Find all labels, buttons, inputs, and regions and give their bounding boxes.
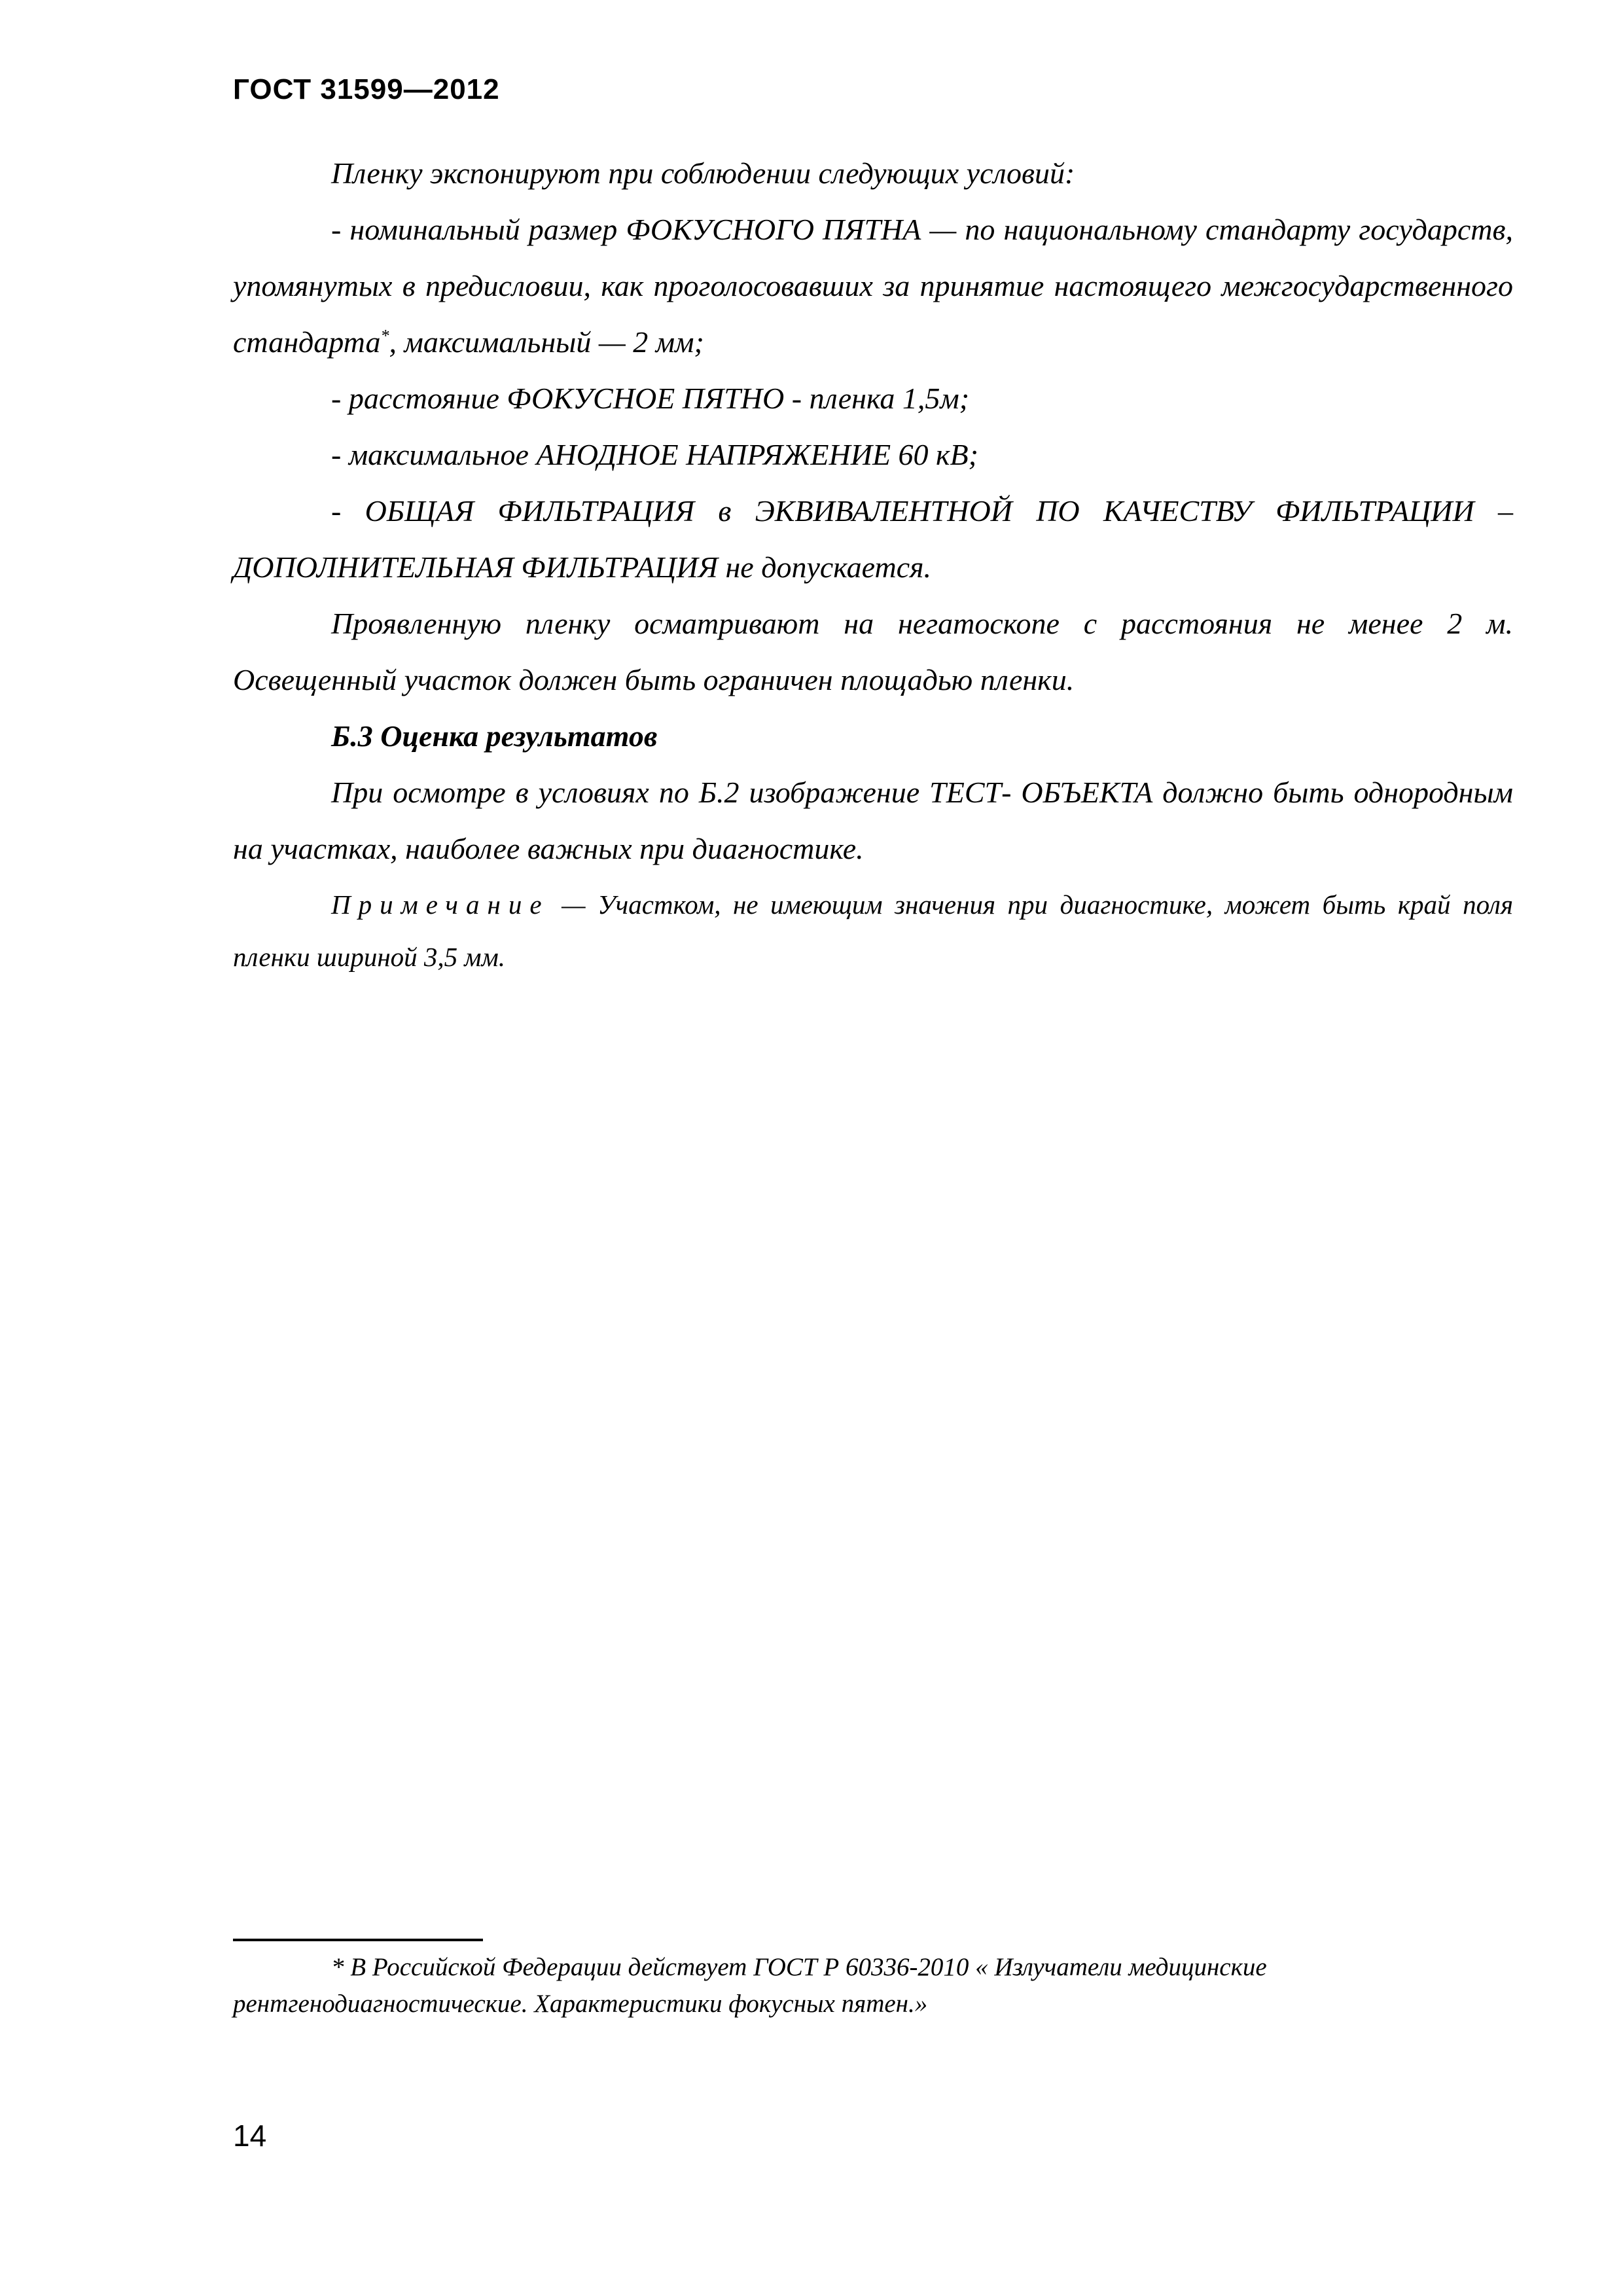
main-text — [233, 145, 1513, 983]
section-heading: Б.3 Оценка результатов — [331, 719, 658, 753]
focal-spot-size-tail: , максимальный — 2 мм; — [389, 325, 704, 359]
note-text: — Участком, не имеющим значения при диагностике, может быть край поля пленки шириной 3,5 мм. — [233, 889, 1513, 972]
focal-spot-size-text: - номинальный размер ФОКУСНОГО ПЯТНА — по национальному стандарту государств, упомянутых в предисловии, как проголосовавших за принятие настоящего межгосударственного стандарта — [233, 213, 1513, 359]
paragraph-conditions-intro: Пленку экспонируют при соблюдении следующих условий: — [331, 156, 1075, 190]
paragraph-filtration: - ОБЩАЯ ФИЛЬТРАЦИЯ в ЭКВИВАЛЕНТНОЙ ПО КАЧЕСТВУ ФИЛЬТРАЦИИ – ДОПОЛНИТЕЛЬНАЯ ФИЛЬТРАЦИЯ не допускается. — [233, 494, 1513, 584]
footnote: * В Российской Федерации действует ГОСТ Р 60336-2010 « Излучатели медицинские рентгенодиагностические. Характеристики фокусных пятен.» — [233, 1953, 1267, 2018]
note-paragraph — [233, 878, 1513, 983]
paragraph-film-viewing: Проявленную пленку осматривают на негатоскопе с расстояния не менее 2 м. Освещенный участок должен быть ограничен площадью пленки. — [233, 607, 1513, 696]
document-header: ГОСТ 31599—2012 — [233, 73, 500, 105]
paragraph-anode-voltage: - максимальное АНОДНОЕ НАПРЯЖЕНИЕ 60 кВ; — [331, 438, 978, 471]
paragraph-distance: - расстояние ФОКУСНОЕ ПЯТНО - пленка 1,5м; — [331, 382, 970, 415]
page-number: 14 — [233, 2119, 267, 2153]
paragraph-focal-spot-size — [233, 202, 1513, 370]
footnote-marker: * — [380, 326, 389, 346]
note-label: Примечание — [331, 889, 550, 920]
footnote-separator — [233, 1939, 483, 1941]
paragraph-evaluation: При осмотре в условиях по Б.2 изображение ТЕСТ- ОБЪЕКТА должно быть однородным на участках, наиболее важных при диагностике. — [233, 776, 1513, 865]
